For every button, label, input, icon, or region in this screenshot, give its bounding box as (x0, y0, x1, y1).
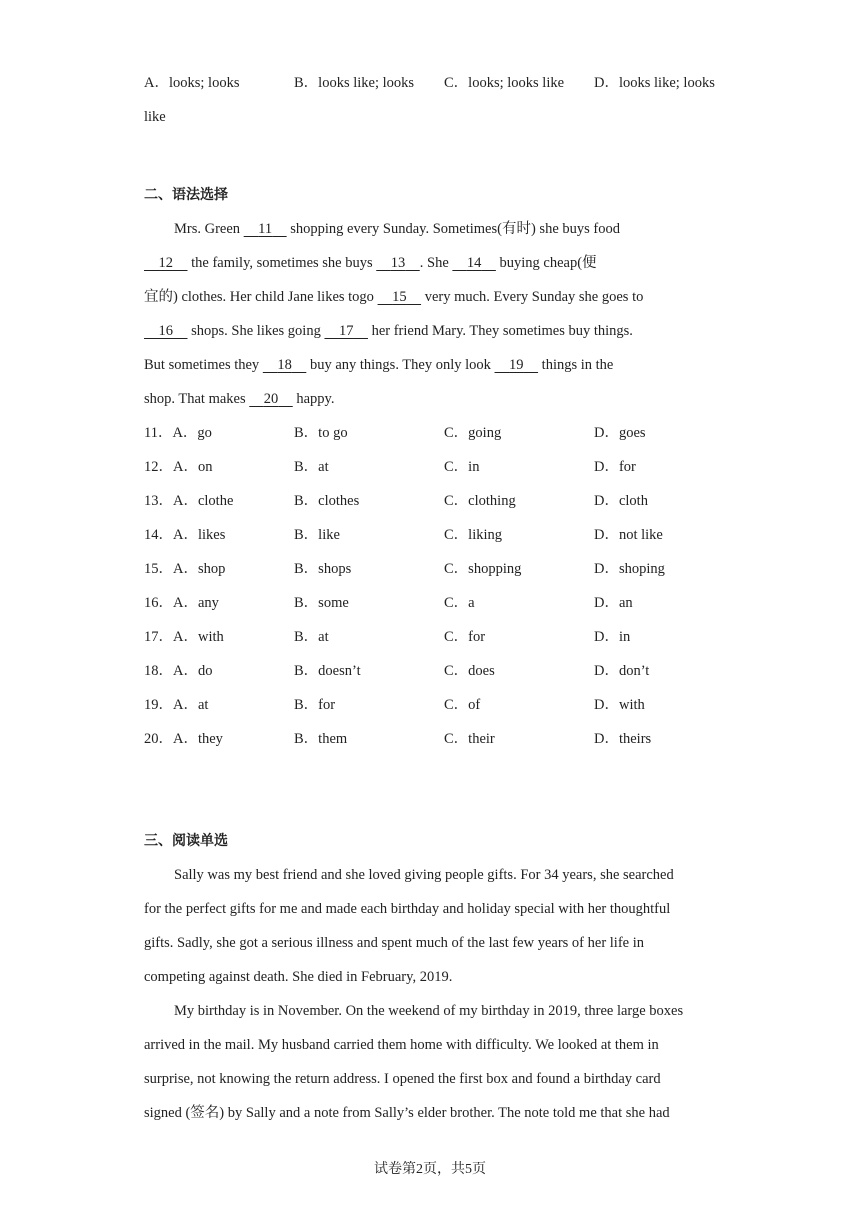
question-list (144, 416, 722, 756)
passage-line: 12 the family, sometimes she buys 13 . She 14 buying cheap(便 (144, 246, 722, 280)
option-a: 13．A．clothe (144, 493, 234, 509)
section3-heading: 三、阅读单选 (144, 833, 228, 849)
option-a: 19．A．at (144, 697, 209, 713)
reading-line: gifts. Sadly, she got a serious illness and spent much of the last few years of her life in (144, 935, 645, 951)
option-c: C．shopping (444, 561, 522, 577)
option-a: 12．A．on (144, 459, 213, 475)
question-row (144, 654, 722, 688)
blank-19: 19 (509, 357, 524, 373)
blank-18: 18 (277, 357, 292, 373)
blank-17: 17 (338, 323, 354, 339)
option-c: C．clothing (444, 493, 516, 509)
option-d: D．theirs (594, 731, 652, 747)
option-a: 17．A．with (144, 629, 224, 645)
passage-line: 16 shops. She likes going 17 her friend Mary. They sometimes buy things. (144, 314, 722, 348)
option-a: 18．A．do (144, 663, 213, 679)
option-d: D．cloth (594, 493, 648, 509)
option-b: B．like (294, 527, 340, 543)
reading-line: signed (签名) by Sally and a note from Sally’s elder brother. The note told me that she had (144, 1105, 670, 1121)
reading-line: Sally was my best friend and she loved giving people gifts. For 34 years, she searched (174, 867, 674, 883)
prev-question-options (144, 66, 722, 100)
option-c: C．for (444, 629, 486, 645)
exam-page (144, 66, 722, 1130)
question-row (144, 518, 722, 552)
question-row (144, 620, 722, 654)
reading-line: My birthday is in November. On the weekend of my birthday in 2019, three large boxes (174, 1003, 684, 1019)
option-b: B．doesn’t (294, 663, 361, 679)
blank-11: 11 (258, 221, 273, 237)
blank-15: 15 (392, 289, 407, 305)
option-b: B．at (294, 459, 329, 475)
option-c: C．in (444, 459, 480, 475)
option-a: 15．A．shop (144, 561, 226, 577)
section2-heading: 二、语法选择 (144, 187, 228, 203)
option-c: C．looks; looks like (444, 75, 565, 91)
option-d: D．for (594, 459, 636, 475)
option-a: 20．A．they (144, 731, 223, 747)
question-row (144, 552, 722, 586)
question-row (144, 450, 722, 484)
option-c: C．of (444, 697, 481, 713)
question-row (144, 586, 722, 620)
option-a: A．looks; looks (144, 75, 240, 91)
option-b: B．them (294, 731, 348, 747)
blank-12: 12 (158, 255, 173, 271)
option-d: D．goes (594, 425, 646, 441)
reading-line: competing against death. She died in February, 2019. (144, 969, 453, 985)
reading-line: surprise, not knowing the return address. I opened the first box and found a birthday card (144, 1071, 661, 1087)
question-row (144, 688, 722, 722)
page-footer: 试卷第2页，共5页 (374, 1162, 486, 1177)
option-c: C．liking (444, 527, 503, 543)
option-c: C．their (444, 731, 495, 747)
option-b: B．looks like; looks (294, 75, 415, 91)
option-c: C．a (444, 595, 475, 611)
option-d: D．an (594, 595, 633, 611)
blank-14: 14 (466, 255, 482, 271)
passage-line: 宜的) clothes. Her child Jane likes togo 15 very much. Every Sunday she goes to (144, 280, 722, 314)
option-d: D．don’t (594, 663, 650, 679)
option-b: B．to go (294, 425, 348, 441)
question-row (144, 484, 722, 518)
blank-20: 20 (263, 391, 279, 407)
option-c: C．going (444, 425, 502, 441)
option-a: 14．A．likes (144, 527, 226, 543)
option-b: B．for (294, 697, 336, 713)
option-b: B．some (294, 595, 349, 611)
option-a: 11．A．go (144, 425, 212, 441)
option-b: B．clothes (294, 493, 360, 509)
reading-line: for the perfect gifts for me and made each birthday and holiday special with her thoughtful (144, 901, 671, 917)
passage-line: But sometimes they 18 buy any things. They only look 19 things in the (144, 348, 722, 382)
option-d: D．with (594, 697, 645, 713)
option-d: D．looks like; looks (594, 75, 715, 91)
option-c: C．does (444, 663, 495, 679)
reading-line: arrived in the mail. My husband carried them home with difficulty. We looked at them in (144, 1037, 659, 1053)
option-b: B．at (294, 629, 329, 645)
option-d-wrap: like (144, 109, 166, 125)
question-row (144, 416, 722, 450)
question-row (144, 722, 722, 756)
option-d: D．not like (594, 527, 663, 543)
option-d: D．shoping (594, 561, 665, 577)
blank-13: 13 (390, 255, 406, 271)
passage-line: Mrs. Green 11 shopping every Sunday. Sometimes(有时) she buys food (144, 212, 722, 246)
option-a: 16．A．any (144, 595, 219, 611)
option-b: B．shops (294, 561, 352, 577)
passage-line: shop. That makes 20 happy. (144, 382, 722, 416)
option-d: D．in (594, 629, 631, 645)
reading-passage (144, 858, 722, 1130)
blank-16: 16 (158, 323, 173, 339)
